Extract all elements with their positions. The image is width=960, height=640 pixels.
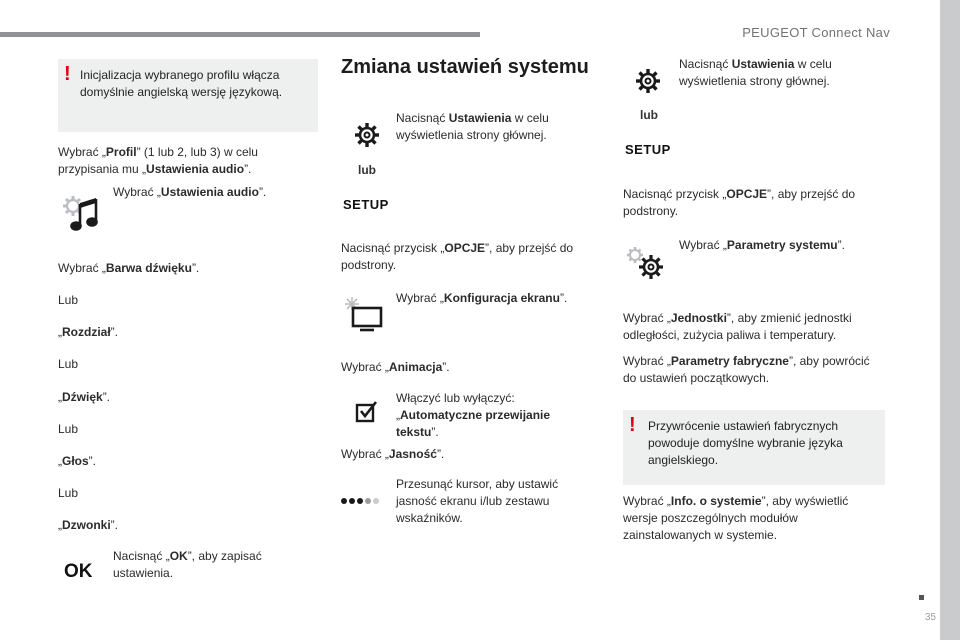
paragraph-system-info: Wybrać „Info. o systemie”, aby wyświetlić wersje poszczególnych modułów zainstalowanych w systemie. [623,494,849,542]
page-header-title: PEUGEOT Connect Nav [742,25,890,40]
note-text: Przywrócenie ustawień fabrycznych powoduje domyślne wybranie języka angielskiego. [648,419,843,467]
section-title: Zmiana ustawień systemu [341,56,589,78]
step-ok: Nacisnąć „OK”, aby zapisać ustawienia. [113,549,262,580]
system-parameters-icon [625,245,667,281]
brightness-dots-icon [340,495,380,507]
warning-note-factory [623,410,885,485]
step-audio-settings: Wybrać „Ustawienia audio”. [113,185,267,199]
step-brightness-slider: Przesunąć kursor, aby ustawić jasność ekranu i/lub zestawu wskaźników. [396,477,559,525]
checkbox-icon [355,399,379,423]
option-glos: „Głos”. [58,454,97,468]
option-dzwonki: „Dzwonki”. [58,518,119,532]
paragraph-options: Nacisnąć przycisk „OPCJE”, aby przejść do podstrony. [341,241,574,272]
lub-3: Lub [58,422,79,436]
step-screen-config: Wybrać „Konfiguracja ekranu”. [396,291,568,305]
warning-note-profile [58,59,318,132]
ok-label: OK [64,561,93,582]
paragraph-animation: Wybrać „Animacja”. [341,360,450,374]
setup-button-label: SETUP [343,197,389,212]
exclamation-icon: ! [64,63,71,85]
option-dzwiek: „Dźwięk”. [58,390,111,404]
screen-icon [343,295,383,333]
side-strip [940,0,960,640]
lub-2: Lub [58,357,79,371]
step-settings-2: Nacisnąć Ustawienia w celu wyświetlenia strony głównej. [679,57,832,88]
setup-button-label: SETUP [625,142,671,157]
header-bar [0,32,480,37]
step-system-params: Wybrać „Parametry systemu”. [679,238,845,252]
paragraph-profile: Wybrać „Profil” (1 lub 2, lub 3) w celu przypisania mu „Ustawienia audio”. [58,145,258,176]
paragraph-options-2: Nacisnąć przycisk „OPCJE”, aby przejść do podstrony. [623,187,856,218]
lub-1: Lub [58,293,79,307]
paragraph-factory: Wybrać „Parametry fabryczne”, aby powrócić do ustawień początkowych. [623,354,870,385]
paragraph-tone: Wybrać „Barwa dźwięku”. [58,261,200,275]
paragraph-units: Wybrać „Jednostki”, aby zmienić jednostki odległości, zużycia paliwa i temperatury. [623,311,852,342]
gear-icon [353,121,381,149]
page-marker [919,595,924,600]
gear-icon [639,255,663,279]
note-text: Inicjalizacja wybranego profilu włącza domyślnie angielską wersję językową. [80,68,283,99]
exclamation-icon: ! [629,414,636,436]
step-settings: Nacisnąć Ustawienia w celu wyświetlenia strony głównej. [396,111,549,142]
music-note-icon [72,198,97,230]
step-autoscroll: Włączyć lub wyłączyć: „Automatyczne przewijanie tekstu”. [396,391,551,439]
page-number: 35 [924,612,936,623]
option-rozdzial: „Rozdział”. [58,325,119,339]
lub-label: lub [640,108,658,122]
paragraph-brightness: Wybrać „Jasność”. [341,447,445,461]
lub-4: Lub [58,486,79,500]
gear-icon [634,67,662,95]
gear-icon [627,247,643,263]
audio-settings-icon [60,194,102,232]
lub-label: lub [358,163,376,177]
